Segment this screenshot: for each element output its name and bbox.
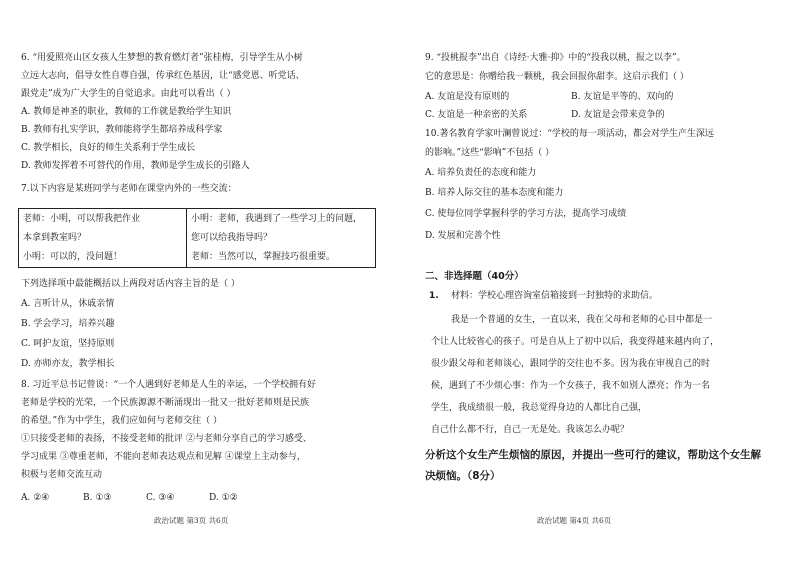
q9-option-a: A. 友谊是没有原则的	[425, 92, 510, 102]
q9-option-b: B. 友谊是平等的、双向的	[571, 92, 674, 102]
table-divider	[186, 209, 187, 267]
section-heading-non-choice: 二、非选择题（40分）	[425, 271, 524, 282]
q7-option-c: C. 呵护友谊，坚持原则	[21, 339, 115, 349]
q6-option-c: C. 教学相长，良好的师生关系利于学生成长	[21, 143, 196, 153]
q6-option-b: B. 教师有扎实学识，教师能将学生都培养成科学家	[21, 125, 223, 135]
letter-line-6: 自己什么都不行，自己一无是处。我该怎么办呢？	[431, 425, 630, 435]
q6-stem-line-3: 跟党走”成为广大学生的自觉追求。由此可以看出（ ）	[21, 89, 236, 99]
letter-line-2: 个让人比较省心的孩子。可是自从上了初中以后，我变得越来越内向了，	[431, 337, 720, 347]
q6-option-d: D. 教师发挥着不可替代的作用，教师是学生成长的引路人	[21, 161, 250, 171]
q9-stem-line-2: 它的意思是：你赠给我一颗桃，我会回报你甜李。这启示我们（ ）	[425, 72, 689, 82]
q1-task-line-1: 分析这个女生产生烦恼的原因，并提出一些可行的建议，帮助这个女生解	[425, 449, 761, 461]
q8-option-c: C. ③④	[146, 493, 175, 503]
q8-stem-line-2: 老师是学校的光荣，一个民族源源不断涌现出一批又一批好老师则是民族	[21, 398, 310, 408]
q6-stem-line-1: 6. “用爱照亮山区女孩人生梦想的教育燃灯者”张桂梅，引导学生从小树	[21, 53, 303, 63]
q8-stem-line-5: 学习成果 ③尊重老师，不能向老师表达观点和见解 ④课堂上主动参与，	[21, 452, 306, 462]
q7-option-b: B. 学会学习，培养兴趣	[21, 319, 115, 329]
letter-line-1: 我是一个普通的女生，一直以来，我在父母和老师的心目中都是一	[451, 315, 713, 325]
q8-stem-line-4: ①只接受老师的表扬，不接受老师的批评 ②与老师分享自己的学习感受、	[21, 434, 312, 444]
table-left-line-1: 老师：小明，可以帮我把作业	[23, 214, 141, 224]
q6-option-a: A. 教师是神圣的职业，教师的工作就是教给学生知识	[21, 107, 232, 117]
q10-option-d: D. 发展和完善个性	[425, 231, 501, 241]
letter-line-4: 候，遇到了不少烦心事：作为一个女孩子，我不如别人漂亮；作为一名	[431, 381, 711, 391]
q8-option-a: A. ②④	[21, 493, 50, 503]
q1-task-line-2: 决烦恼。（8分）	[425, 470, 501, 482]
q10-stem-line-1: 10.著名教育学家叶澜曾说过：“学校的每一项活动，都会对学生产生深远	[425, 129, 714, 139]
table-right-line-1: 小明：老师，我遇到了一些学习上的问题，	[191, 214, 363, 224]
page-4	[397, 0, 777, 562]
letter-line-3: 很少跟父母和老师谈心，跟同学的交往也不多。因为我在审视自己的时	[431, 359, 711, 369]
q1-number: 1.	[429, 291, 439, 301]
q10-option-c: C. 使每位同学掌握科学的学习方法，提高学习成绩	[425, 209, 627, 219]
q8-stem-line-1: 8. 习近平总书记曾说：“一个人遇到好老师是人生的幸运，一个学校拥有好	[21, 380, 317, 390]
q9-option-d: D. 友谊是会带来竞争的	[571, 110, 665, 120]
q10-stem-line-2: 的影响。”这些“影响”不包括（ ）	[425, 148, 555, 158]
q10-option-a: A. 培养负责任的态度和能力	[425, 168, 537, 178]
q6-stem-line-2: 立远大志向，倡导女性自尊自强，传承红色基因，让“感党恩、听党话、	[21, 71, 305, 81]
letter-line-5: 学生，我成绩很一般，我总觉得身边的人都比自己强，	[431, 403, 648, 413]
page-3	[0, 0, 380, 562]
q7-stem: 7.以下内容是某班同学与老师在课堂内外的一些交流：	[21, 184, 237, 194]
q9-stem-line-1: 9. “投桃报李”出自《诗经·大雅·抑》中的“投我以桃，报之以李”。	[425, 53, 686, 63]
page-footer: 政治试题 第3页 共6页	[154, 516, 229, 525]
q7-option-a: A. 言听计从，休戚亲情	[21, 299, 115, 309]
table-right-line-2: 您可以给我指导吗？	[191, 233, 273, 243]
q7-question: 下列选择项中最能概括以上两段对话内容主旨的是（ ）	[21, 279, 240, 289]
q8-option-d: D. ①②	[209, 493, 238, 503]
q8-stem-line-6: 积极与老师交流互动	[21, 470, 103, 480]
page-footer: 政治试题 第4页 共6页	[537, 516, 612, 525]
q7-dialogue-table	[18, 208, 376, 268]
q9-option-c: C. 友谊是一种亲密的关系	[425, 110, 528, 120]
q1-material: 材料：学校心理咨询室信箱接到一封独特的求助信。	[451, 291, 659, 301]
q10-option-b: B. 培养人际交往的基本态度和能力	[425, 188, 564, 198]
q8-option-b: B. ①③	[83, 493, 112, 503]
q8-stem-line-3: 的希望。”作为中学生，我们应如何与老师交往（ ）	[21, 416, 222, 426]
table-left-line-3: 小明：可以的，没问题！	[23, 252, 123, 262]
table-left-line-2: 本拿到教室吗？	[23, 233, 87, 243]
q7-option-d: D. 亦师亦友，教学相长	[21, 359, 115, 369]
table-right-line-3: 老师：当然可以，掌握技巧很重要。	[191, 252, 336, 262]
